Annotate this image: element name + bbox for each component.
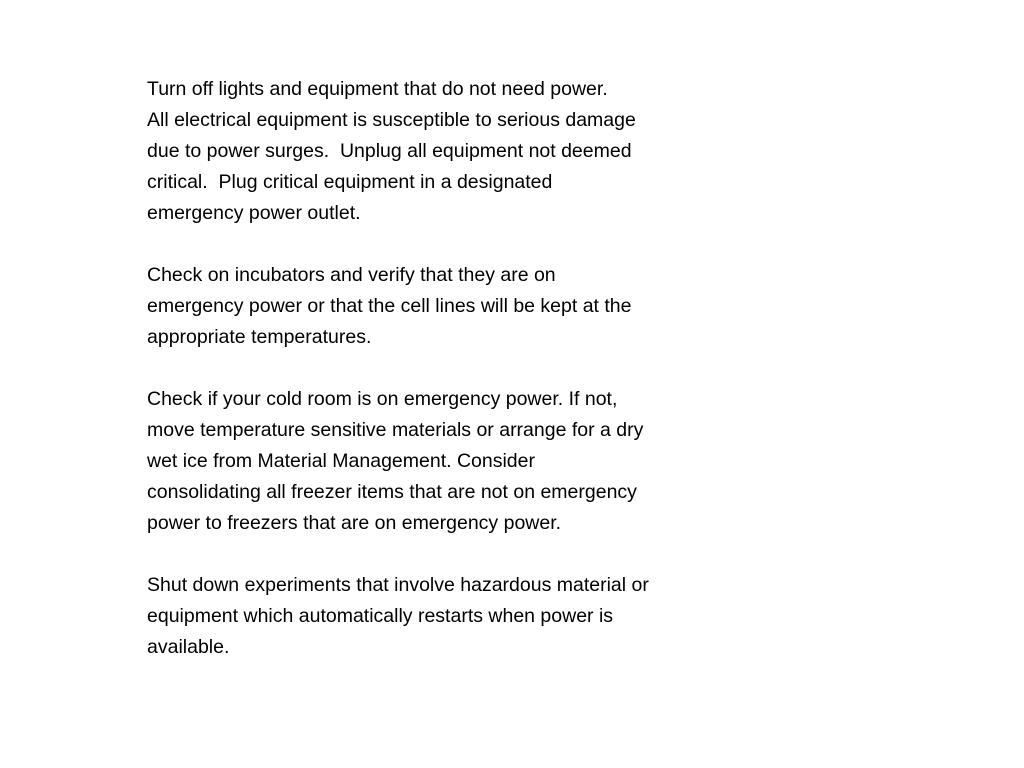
text-line: consolidating all freezer items that are not on emergency: [147, 481, 637, 503]
text-line: due to power surges. Unplug all equipment not deemed: [147, 140, 632, 162]
text-body: [147, 74, 767, 694]
text-line: All electrical equipment is susceptible to serious damage: [147, 109, 636, 131]
paragraph-cold-room: [147, 384, 767, 539]
text-line: equipment which automatically restarts when power is: [147, 605, 614, 627]
text-line: appropriate temperatures.: [147, 326, 372, 348]
text-line: emergency power or that the cell lines will be kept at the: [147, 295, 632, 317]
text-line: Check on incubators and verify that they are on: [147, 264, 556, 286]
text-line: power to freezers that are on emergency power.: [147, 512, 562, 534]
text-line: critical. Plug critical equipment in a designated: [147, 171, 553, 193]
paragraph-incubators: [147, 260, 767, 353]
text-line: emergency power outlet.: [147, 202, 361, 224]
paragraph-turn-off-lights: [147, 74, 767, 229]
text-line: wet ice from Material Management. Consider: [147, 450, 535, 472]
text-line: Shut down experiments that involve hazardous material or: [147, 574, 649, 596]
text-line: move temperature sensitive materials or arrange for a dry: [147, 419, 644, 441]
paragraph-shut-down-experiments: [147, 570, 767, 663]
text-line: available.: [147, 636, 230, 658]
text-line: Check if your cold room is on emergency power. If not,: [147, 388, 618, 410]
text-line: Turn off lights and equipment that do not need power.: [147, 78, 608, 100]
